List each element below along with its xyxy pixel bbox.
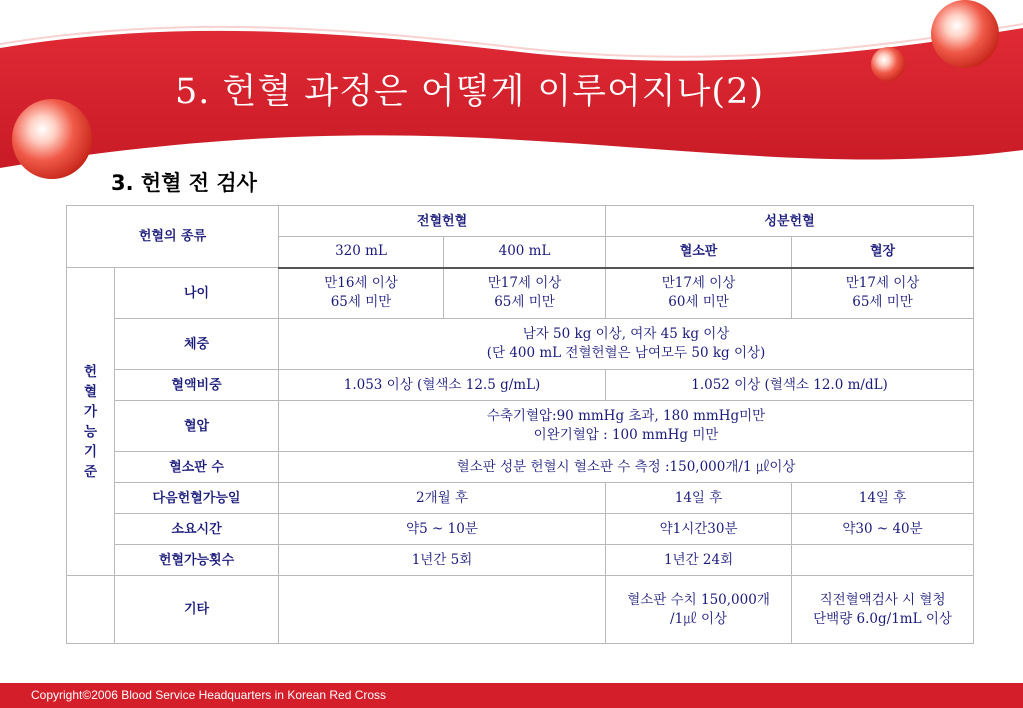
sphere-right	[931, 0, 999, 68]
other-whole-empty	[279, 576, 606, 644]
donation-criteria-table	[66, 205, 974, 644]
specific-gravity-component: 1.052 이상 (혈색소 12.0 m/dL)	[606, 370, 974, 401]
next-donation-whole: 2개월 후	[279, 483, 606, 514]
row-label-weight: 체중	[115, 319, 279, 370]
row-label-blood-pressure: 혈압	[115, 401, 279, 452]
next-donation-plasma: 14일 후	[792, 483, 974, 514]
frequency-empty	[792, 545, 974, 576]
weight-criteria: 남자 50 kg 이상, 여자 45 kg 이상 (단 400 mL 전혈헌혈은 남여모두 50 kg 이상)	[279, 319, 974, 370]
header-320ml: 320 mL	[279, 237, 444, 268]
age-320ml: 만16세 이상 65세 미만	[279, 268, 444, 319]
header-donation-type: 헌혈의 종류	[67, 206, 279, 268]
row-label-frequency: 헌혈가능횟수	[115, 545, 279, 576]
header-plasma: 혈장	[792, 237, 974, 268]
header-whole-blood: 전혈헌혈	[279, 206, 606, 237]
sphere-left	[12, 99, 92, 179]
copyright-text: Copyright©2006 Blood Service Headquarters in Korean Red Cross	[31, 688, 387, 702]
row-label-other: 기타	[115, 576, 279, 644]
row-label-duration: 소요시간	[115, 514, 279, 545]
header-400ml: 400 mL	[444, 237, 606, 268]
row-label-specific-gravity: 혈액비중	[115, 370, 279, 401]
duration-plasma: 약30 ~ 40분	[792, 514, 974, 545]
frequency-whole: 1년간 5회	[279, 545, 606, 576]
platelet-count-criteria: 혈소판 성분 헌혈시 혈소판 수 측정 :150,000개/1 ㎕이상	[279, 452, 974, 483]
specific-gravity-whole: 1.053 이상 (혈색소 12.5 g/mL)	[279, 370, 606, 401]
other-group-empty	[67, 576, 115, 644]
row-label-platelet-count: 혈소판 수	[115, 452, 279, 483]
other-plasma: 직전혈액검사 시 혈청 단백량 6.0g/1mL 이상	[792, 576, 974, 644]
age-plasma: 만17세 이상 65세 미만	[792, 268, 974, 319]
row-label-age: 나이	[115, 268, 279, 319]
page-title: 5. 헌혈 과정은 어떻게 이루어지나(2)	[175, 72, 765, 112]
duration-platelet: 약1시간30분	[606, 514, 792, 545]
next-donation-platelet: 14일 후	[606, 483, 792, 514]
duration-whole: 약5 ~ 10분	[279, 514, 606, 545]
header-component: 성분헌혈	[606, 206, 974, 237]
other-platelet: 혈소판 수치 150,000개 /1㎕ 이상	[606, 576, 792, 644]
blood-pressure-criteria: 수축기혈압:90 mmHg 초과, 180 mmHg미만 이완기혈압 : 100 mmHg 미만	[279, 401, 974, 452]
age-platelet: 만17세 이상 60세 미만	[606, 268, 792, 319]
frequency-component: 1년간 24회	[606, 545, 792, 576]
sphere-small	[871, 47, 905, 81]
age-400ml: 만17세 이상 65세 미만	[444, 268, 606, 319]
row-label-next-donation: 다음헌혈가능일	[115, 483, 279, 514]
section-subtitle: 3. 헌혈 전 검사	[111, 171, 257, 195]
eligibility-criteria-label: 헌혈가능기준	[67, 268, 115, 576]
footer-bar	[0, 683, 1023, 708]
header-platelet: 혈소판	[606, 237, 792, 268]
